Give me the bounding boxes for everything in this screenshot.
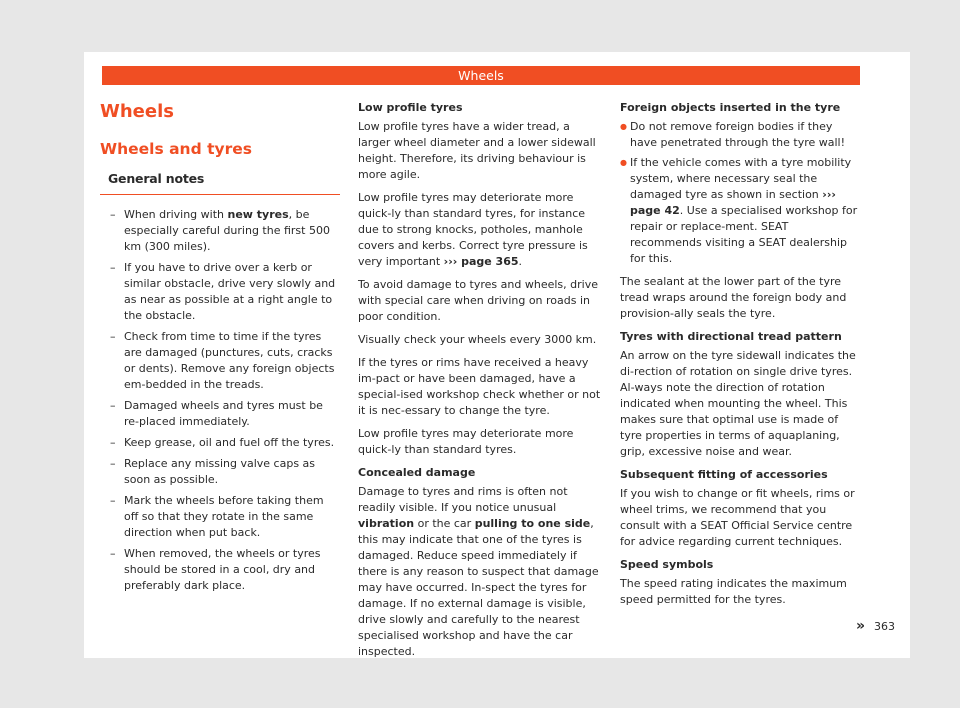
column-right [620,100,862,615]
chapter-title: Wheels [100,101,174,122]
running-header [102,66,860,85]
paragraph: Damage to tyres and rims is often not readily visible. If you notice unusual vibration or the car pulling to one side, this may indicate that one of the tyres is damaged. Reduce speed immediately if there is any reason to suspect that damage may have occurred. In-spect the tyres for damage. If no external damage is visible, drive slowly and carefully to the nearest specialised workshop and have the car inspected. [358,485,599,658]
speed-symbols-heading: Speed symbols [620,558,714,571]
directional-tread-heading: Tyres with directional tread pattern [620,330,842,343]
manual-page [84,52,910,658]
page-reference-link[interactable]: ››› page 365 [443,255,519,268]
list-item: – Damaged wheels and tyres must be re-placed immediately. [100,398,340,430]
paragraph: The sealant at the lower part of the tyre tread wraps around the foreign body and provision-ally seals the tyre. [620,275,847,320]
paragraph: Low profile tyres have a wider tread, a larger wheel diameter and a lower sidewall height. Therefore, its driving behaviour is more agile. [358,120,596,181]
paragraph: If you wish to change or fit wheels, rims or wheel trims, we recommend that you consult with a SEAT Official Service centre for advice regarding current techniques. [620,487,855,548]
accessories-heading: Subsequent fitting of accessories [620,468,828,481]
running-header-title: Wheels [458,68,504,83]
list-item: – Replace any missing valve caps as soon as possible. [100,456,340,488]
paragraph: The speed rating indicates the maximum speed permitted for the tyres. [620,577,847,606]
paragraph: If the tyres or rims have received a heavy im-pact or have been damaged, have a special-ised workshop check whether or not it is nec-essary to change the tyre. [358,356,601,417]
continued-arrow-icon: » [856,618,866,634]
column-left [100,100,340,599]
subsection-title: General notes [100,170,340,195]
paragraph: Low profile tyres may deteriorate more quick-ly than standard tyres. [358,427,574,456]
list-item: – If you have to drive over a kerb or similar obstacle, drive very slowly and as near as possible at a right angle to the obstacle. [100,260,340,324]
concealed-damage-heading: Concealed damage [358,466,476,479]
bullet-item: ● If the vehicle comes with a tyre mobility system, where necessary seal the damaged tyre as shown in section ››› page 42. Use a specialised workshop for repair or replace-ment. SEAT recommends visiting a SEAT dealership for this. [620,155,862,267]
list-item: – Keep grease, oil and fuel off the tyres. [100,435,340,451]
list-item: – Check from time to time if the tyres are damaged (punctures, cuts, cracks or dents). Remove any foreign objects em-bedded in the treads. [100,329,340,393]
paragraph: Low profile tyres may deteriorate more quick-ly than standard tyres, for instance due to strong knocks, potholes, manhole covers and kerbs. Correct tyre pressure is very important ››› page 365. [358,191,588,268]
low-profile-heading: Low profile tyres [358,101,463,114]
general-notes-list [100,207,340,594]
list-item: – Mark the wheels before taking them off so that they rotate in the same direction when put back. [100,493,340,541]
column-middle [358,100,602,667]
foreign-objects-heading: Foreign objects inserted in the tyre [620,101,841,114]
paragraph: To avoid damage to tyres and wheels, drive with special care when driving on roads in poor condition. [358,278,598,323]
bullet-item: ● Do not remove foreign bodies if they have penetrated through the tyre wall! [620,119,862,151]
section-title: Wheels and tyres [100,140,252,158]
list-item: – When removed, the wheels or tyres should be stored in a cool, dry and preferably dark place. [100,546,340,594]
page-number: 363 [874,620,895,633]
paragraph: Visually check your wheels every 3000 km. [358,333,597,346]
page-reference-link[interactable]: ››› page 42 [630,188,836,217]
list-item: – When driving with new tyres, be especially careful during the first 500 km (300 miles). [100,207,340,255]
paragraph: An arrow on the tyre sidewall indicates the di-rection of rotation on single drive tyres. Al-ways note the direction of rotation indicated when mounting the wheel. This makes sure that optimal use is made of tyre properties in terms of aquaplaning, grip, excessive noise and wear. [620,349,856,458]
